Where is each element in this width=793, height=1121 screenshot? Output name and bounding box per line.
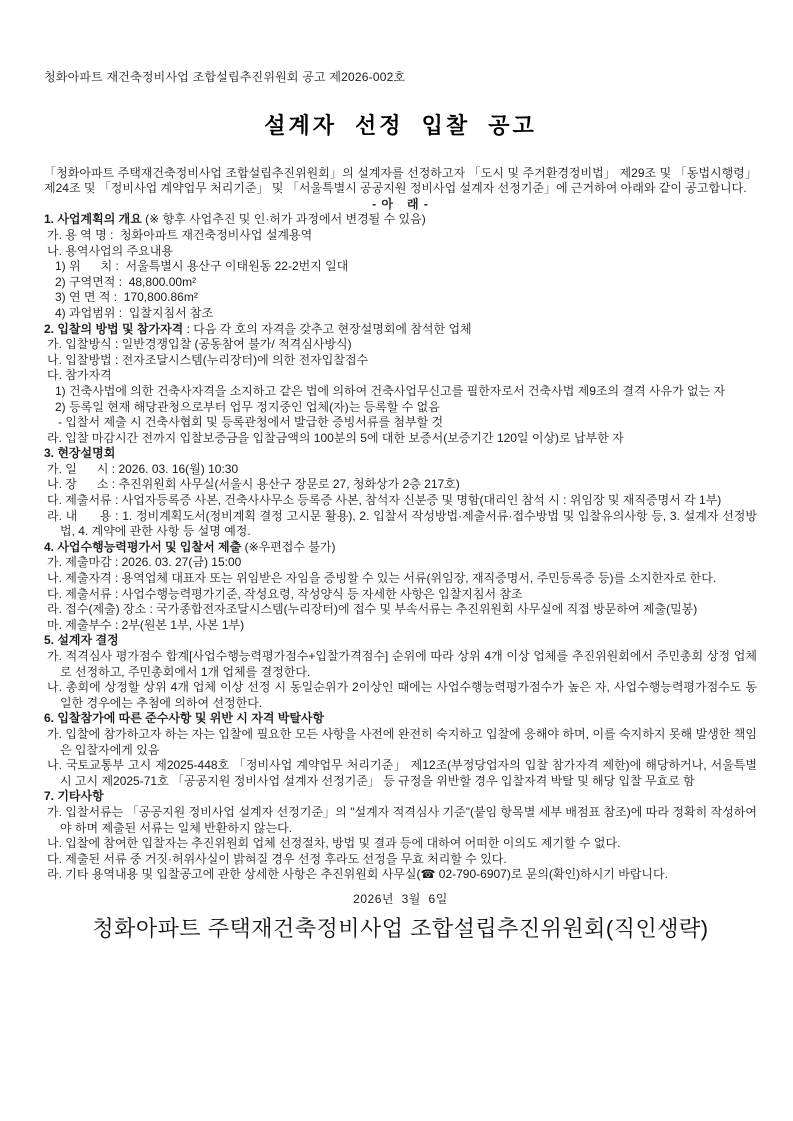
- section-heading-text: 3. 현장설명회: [44, 446, 116, 461]
- section-heading: [44, 711, 757, 727]
- section-heading-text: 1. 사업계획의 개요: [44, 212, 142, 227]
- section-item: 2) 등록일 현재 해당관청으로부터 업무 정지중인 업체(자)는 등록할 수 없음: [55, 399, 440, 414]
- section-item: 1) 위 치 : 서울특별시 용산구 이태원동 22-2번지 일대: [55, 259, 349, 274]
- announcement-date: 2026년 3월 6일: [353, 891, 448, 906]
- section-item: 가. 용 역 명 : 청화아파트 재건축정비사업 설계용역: [47, 227, 313, 242]
- section-2: [44, 322, 757, 447]
- section-heading: [44, 540, 757, 556]
- section-5: [44, 633, 757, 711]
- section-heading-text: 6. 입찰참가에 따른 준수사항 및 위반 시 자격 박탈사항: [44, 711, 325, 726]
- section-item: 다. 제출된 서류 중 거짓·허위사실이 밝혀질 경우 선정 후라도 선정을 무효 처리할 수 있다.: [47, 851, 507, 866]
- section-item: 다. 제출서류 : 사업수행능력평가기준, 작성요령, 작성양식 등 자세한 사항은 입찰지침서 참조: [47, 586, 523, 601]
- section-item: 가. 입찰방식 : 일반경쟁입찰 (공동참여 불가/ 적격심사방식): [47, 337, 352, 352]
- section-item: 3) 연 면 적 : 170,800.86m²: [55, 290, 198, 305]
- section-heading-note: : 다음 각 호의 자격을 갖추고 현장설명회에 참석한 업체: [183, 321, 472, 336]
- section-heading: [44, 446, 757, 462]
- section-item: 나. 용역사업의 주요내용: [47, 243, 173, 258]
- section-item: 마. 제출부수 : 2부(원본 1부, 사본 1부): [47, 617, 245, 632]
- section-item: 다. 제출서류 : 사업자등록증 사본, 건축사사무소 등록증 사본, 참석자 신분증 및 명함(대리인 참석 시 : 위임장 및 재직증명서 각 1부): [47, 493, 722, 508]
- section-item: 4) 과업범위 : 입찰지침서 참조: [55, 305, 214, 320]
- section-heading-text: 7. 기타사항: [44, 789, 104, 804]
- below-marker: - 아 래 -: [372, 196, 429, 211]
- section-item: 라. 내 용 : 1. 정비계획도서(정비계획 결정 고시문 활용), 2. 입찰서 작성방법·제출서류·접수방법 및 입찰유의사항 등, 3. 설계자 선정방법, 4. 계약에 관한 사항 등 설명 예정.: [47, 508, 757, 539]
- section-heading-note: (※ 향후 사업추진 및 인·허가 과정에서 변경될 수 있음): [141, 212, 426, 227]
- section-heading: [44, 789, 757, 805]
- sections-container: [44, 212, 757, 883]
- intro-paragraph: 「청화아파트 주택재건축정비사업 조합설립추진위원회」의 설계자를 선정하고자 「도시 및 주거환경정비법」 제29조 및 「동법시행령」제24조 및 「정비사업 계약업무 처리기준」 및 「서울특별시 공공지원 정비사업 설계자 선정기준」에 근거하여 아래와 같이 공고합니다.: [44, 165, 757, 196]
- section-item: 가. 일 시 : 2026. 03. 16(월) 10:30: [47, 461, 239, 476]
- section-heading-note: (※우편접수 불가): [241, 539, 336, 554]
- section-item: 2) 구역면적 : 48,800.00m²: [55, 274, 197, 289]
- section-1: [44, 212, 757, 321]
- section-heading-text: 2. 입찰의 방법 및 참가자격: [44, 321, 184, 336]
- section-item: 다. 참가자격: [47, 368, 112, 383]
- section-item: 나. 국토교통부 고시 제2025-448호 「정비사업 계약업무 처리기준」 제12조(부정당업자의 입찰 참가자격 제한)에 해당하거나, 서울특별시 고시 제2025-71호 「공공지원 정비사업 설계자 선정기준」 등 규정을 위반할 경우 입찰자격 박탈 및 해당 입찰 무효로 함: [47, 758, 757, 788]
- section-7: [44, 789, 757, 883]
- section-6: [44, 711, 757, 789]
- section-item: 라. 기타 용역내용 및 입찰공고에 관한 상세한 사항은 추진위원회 사무실(☎ 02-790-6907)로 문의(확인)하시기 바랍니다.: [47, 867, 668, 882]
- page-title: 설계자 선정 입찰 공고: [264, 112, 537, 138]
- section-heading: [44, 322, 757, 338]
- section-item: 나. 총회에 상정할 상위 4개 업체 이상 선정 시 동일순위가 2이상인 때에는 사업수행능력평가점수가 높은 자, 사업수행능력평가점수도 동일한 경우에는 추첨에 의하여 선정한다.: [47, 680, 757, 710]
- organization-signature: 청화아파트 주택재건축정비사업 조합설립추진위원회(직인생략): [92, 915, 709, 941]
- section-item: 나. 입찰에 참여한 입찰자는 추진위원회 업체 선정절차, 방법 및 결과 등에 대하여 어떠한 이의도 제기할 수 없다.: [47, 836, 621, 851]
- section-item: 가. 적격심사 평가점수 합계[사업수행능력평가점수+입찰가격점수] 순위에 따라 상위 4개 이상 업체를 추진위원회에서 주민총회 상정 업체로 선정하고, 주민총회에서 1개 업체를 결정한다.: [47, 649, 757, 679]
- doc-number: 청화아파트 재건축정비사업 조합설립추진위원회 공고 제2026-002호: [44, 70, 406, 84]
- section-item: 가. 입찰에 참가하고자 하는 자는 입찰에 필요한 모든 사항을 사전에 완전히 숙지하고 입찰에 응해야 하며, 이를 숙지하지 못해 발생한 책임은 입찰자에게 있음: [47, 726, 757, 757]
- section-item: 가. 입찰서류는 「공공지원 정비사업 설계자 선정기준」의 "설계자 적격심사 기준"(붙임 항목별 세부 배점표 참조)에 따라 정확히 작성하여야 하며 제출된 서류는 일체 반환하지 않는다.: [47, 804, 757, 835]
- section-3: [44, 446, 757, 540]
- section-heading: [44, 633, 757, 649]
- section-item: 나. 입찰방법 : 전자조달시스템(누리장터)에 의한 전자입찰접수: [47, 352, 369, 367]
- section-item: 나. 제출자격 : 용역업체 대표자 또는 위임받은 자임을 증빙할 수 있는 서류(위임장, 재직증명서, 주민등록증 등)를 소지한자로 한다.: [47, 571, 717, 586]
- section-heading-text: 4. 사업수행능력평가서 및 입찰서 제출: [44, 539, 242, 554]
- section-item: 나. 장 소 : 추진위원회 사무실(서울시 용산구 장문로 27, 청화상가 2층 217호): [47, 477, 460, 492]
- section-heading-text: 5. 설계자 결정: [44, 633, 119, 648]
- section-item: 라. 입찰 마감시간 전까지 입찰보증금을 입찰금액의 100분의 5에 대한 보증서(보증기간 120일 이상)로 납부한 자: [47, 430, 624, 445]
- section-item: 라. 접수(제출) 장소 : 국가종합전자조달시스템(누리장터)에 접수 및 부속서류는 추진위원회 사무실에 직접 방문하여 제출(밀봉): [47, 602, 698, 617]
- section-heading: [44, 212, 757, 228]
- section-item: 가. 제출마감 : 2026. 03. 27(금) 15:00: [47, 555, 242, 570]
- section-item: - 입찰서 제출 시 건축사협회 및 등록관청에서 발급한 증빙서류를 첨부할 것: [58, 415, 444, 430]
- section-item: 1) 건축사법에 의한 건축사자격을 소지하고 같은 법에 의하여 건축사업무신고를 필한자로서 건축사법 제9조의 결격 사유가 없는 자: [55, 383, 726, 398]
- section-4: [44, 540, 757, 634]
